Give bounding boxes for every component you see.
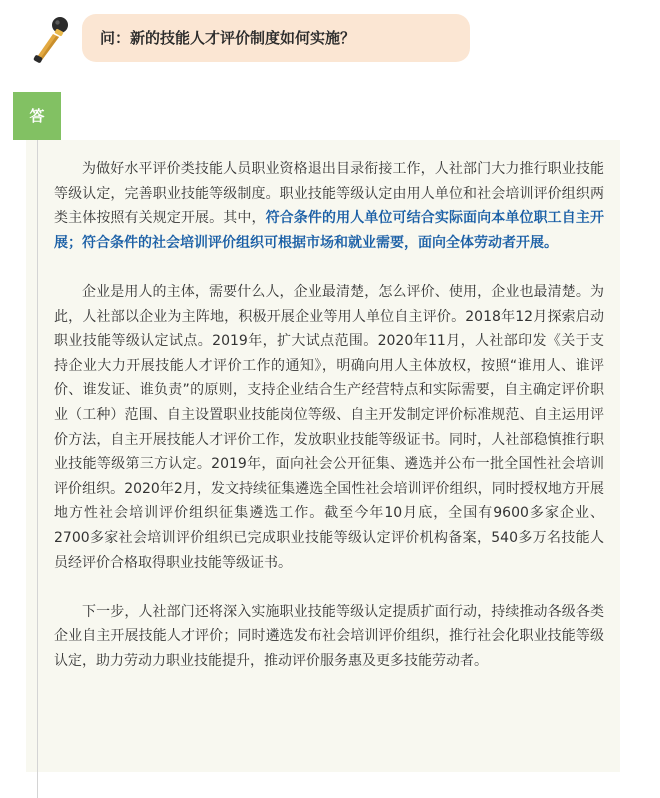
answer-divider-line — [37, 140, 38, 798]
answer-paragraph-1-text: 为做好水平评价类技能人员职业资格退出目录衔接工作，人社部门大力推行职业技能等级认定，完善职业技能等级制度。职业技能等级认定由用人单位和社会培训评价组织两类主体按照有关规定开展。其中， — [54, 161, 604, 227]
question-row — [0, 0, 660, 80]
question-label: 问： — [100, 29, 131, 47]
microphone-icon — [26, 14, 76, 66]
answer-paragraph-1-highlight: 符合条件的用人单位可结合实际面向本单位职工自主开展；符合条件的社会培训评价组织可根据市场和就业需要，面向全体劳动者开展。 — [54, 210, 604, 251]
answer-body — [54, 157, 604, 673]
question-bubble — [82, 14, 470, 62]
answer-paragraph-1 — [54, 157, 604, 255]
answer-paragraph-3: 下一步，人社部门还将深入实施职业技能等级认定提质扩面行动，持续推动各级各类企业自主开展技能人才评价；同时遴选发布社会培训评价组织，推行社会化职业技能等级认定，助力劳动力职业技能提升，推动评价服务惠及更多技能劳动者。 — [54, 603, 604, 669]
answer-badge: 答 — [13, 92, 61, 140]
answer-paragraph-2: 企业是用人的主体，需要什么人，企业最清楚，怎么评价、使用，企业也最清楚。为此，人社部以企业为主阵地，积极开展企业等用人单位自主评价。2018年12月探索启动职业技能等级认定试点。2019年，扩大试点范围。2020年11月，人社部印发《关于支持企业大力开展技能人才评价工作的通知》，明确向用人主体放权，按照“谁用人、谁评价、谁发证、谁负责”的原则，支持企业结合生产经营特点和实际需要，自主确定评价职业（工种）范围、自主设置职业技能岗位等级、自主开发制定评价标准规范、自主运用评价方法，自主开展技能人才评价工作，发放职业技能等级证书。同时，人社部稳慎推行职业技能等级第三方认定。2019年，面向社会公开征集、遴选并公布一批全国性社会培训评价组织。2020年2月，发文持续征集遴选全国性社会培训评价组织，同时授权地方开展地方性社会培训评价组织征集遴选工作。截至今年10月底，全国有9600多家企业、2700多家社会培训评价组织已完成职业技能等级认定评价机构备案，540多万名技能人员经评价合格取得职业技能等级证书。 — [54, 283, 604, 571]
question-text: 新的技能人才评价制度如何实施？ — [130, 29, 356, 47]
